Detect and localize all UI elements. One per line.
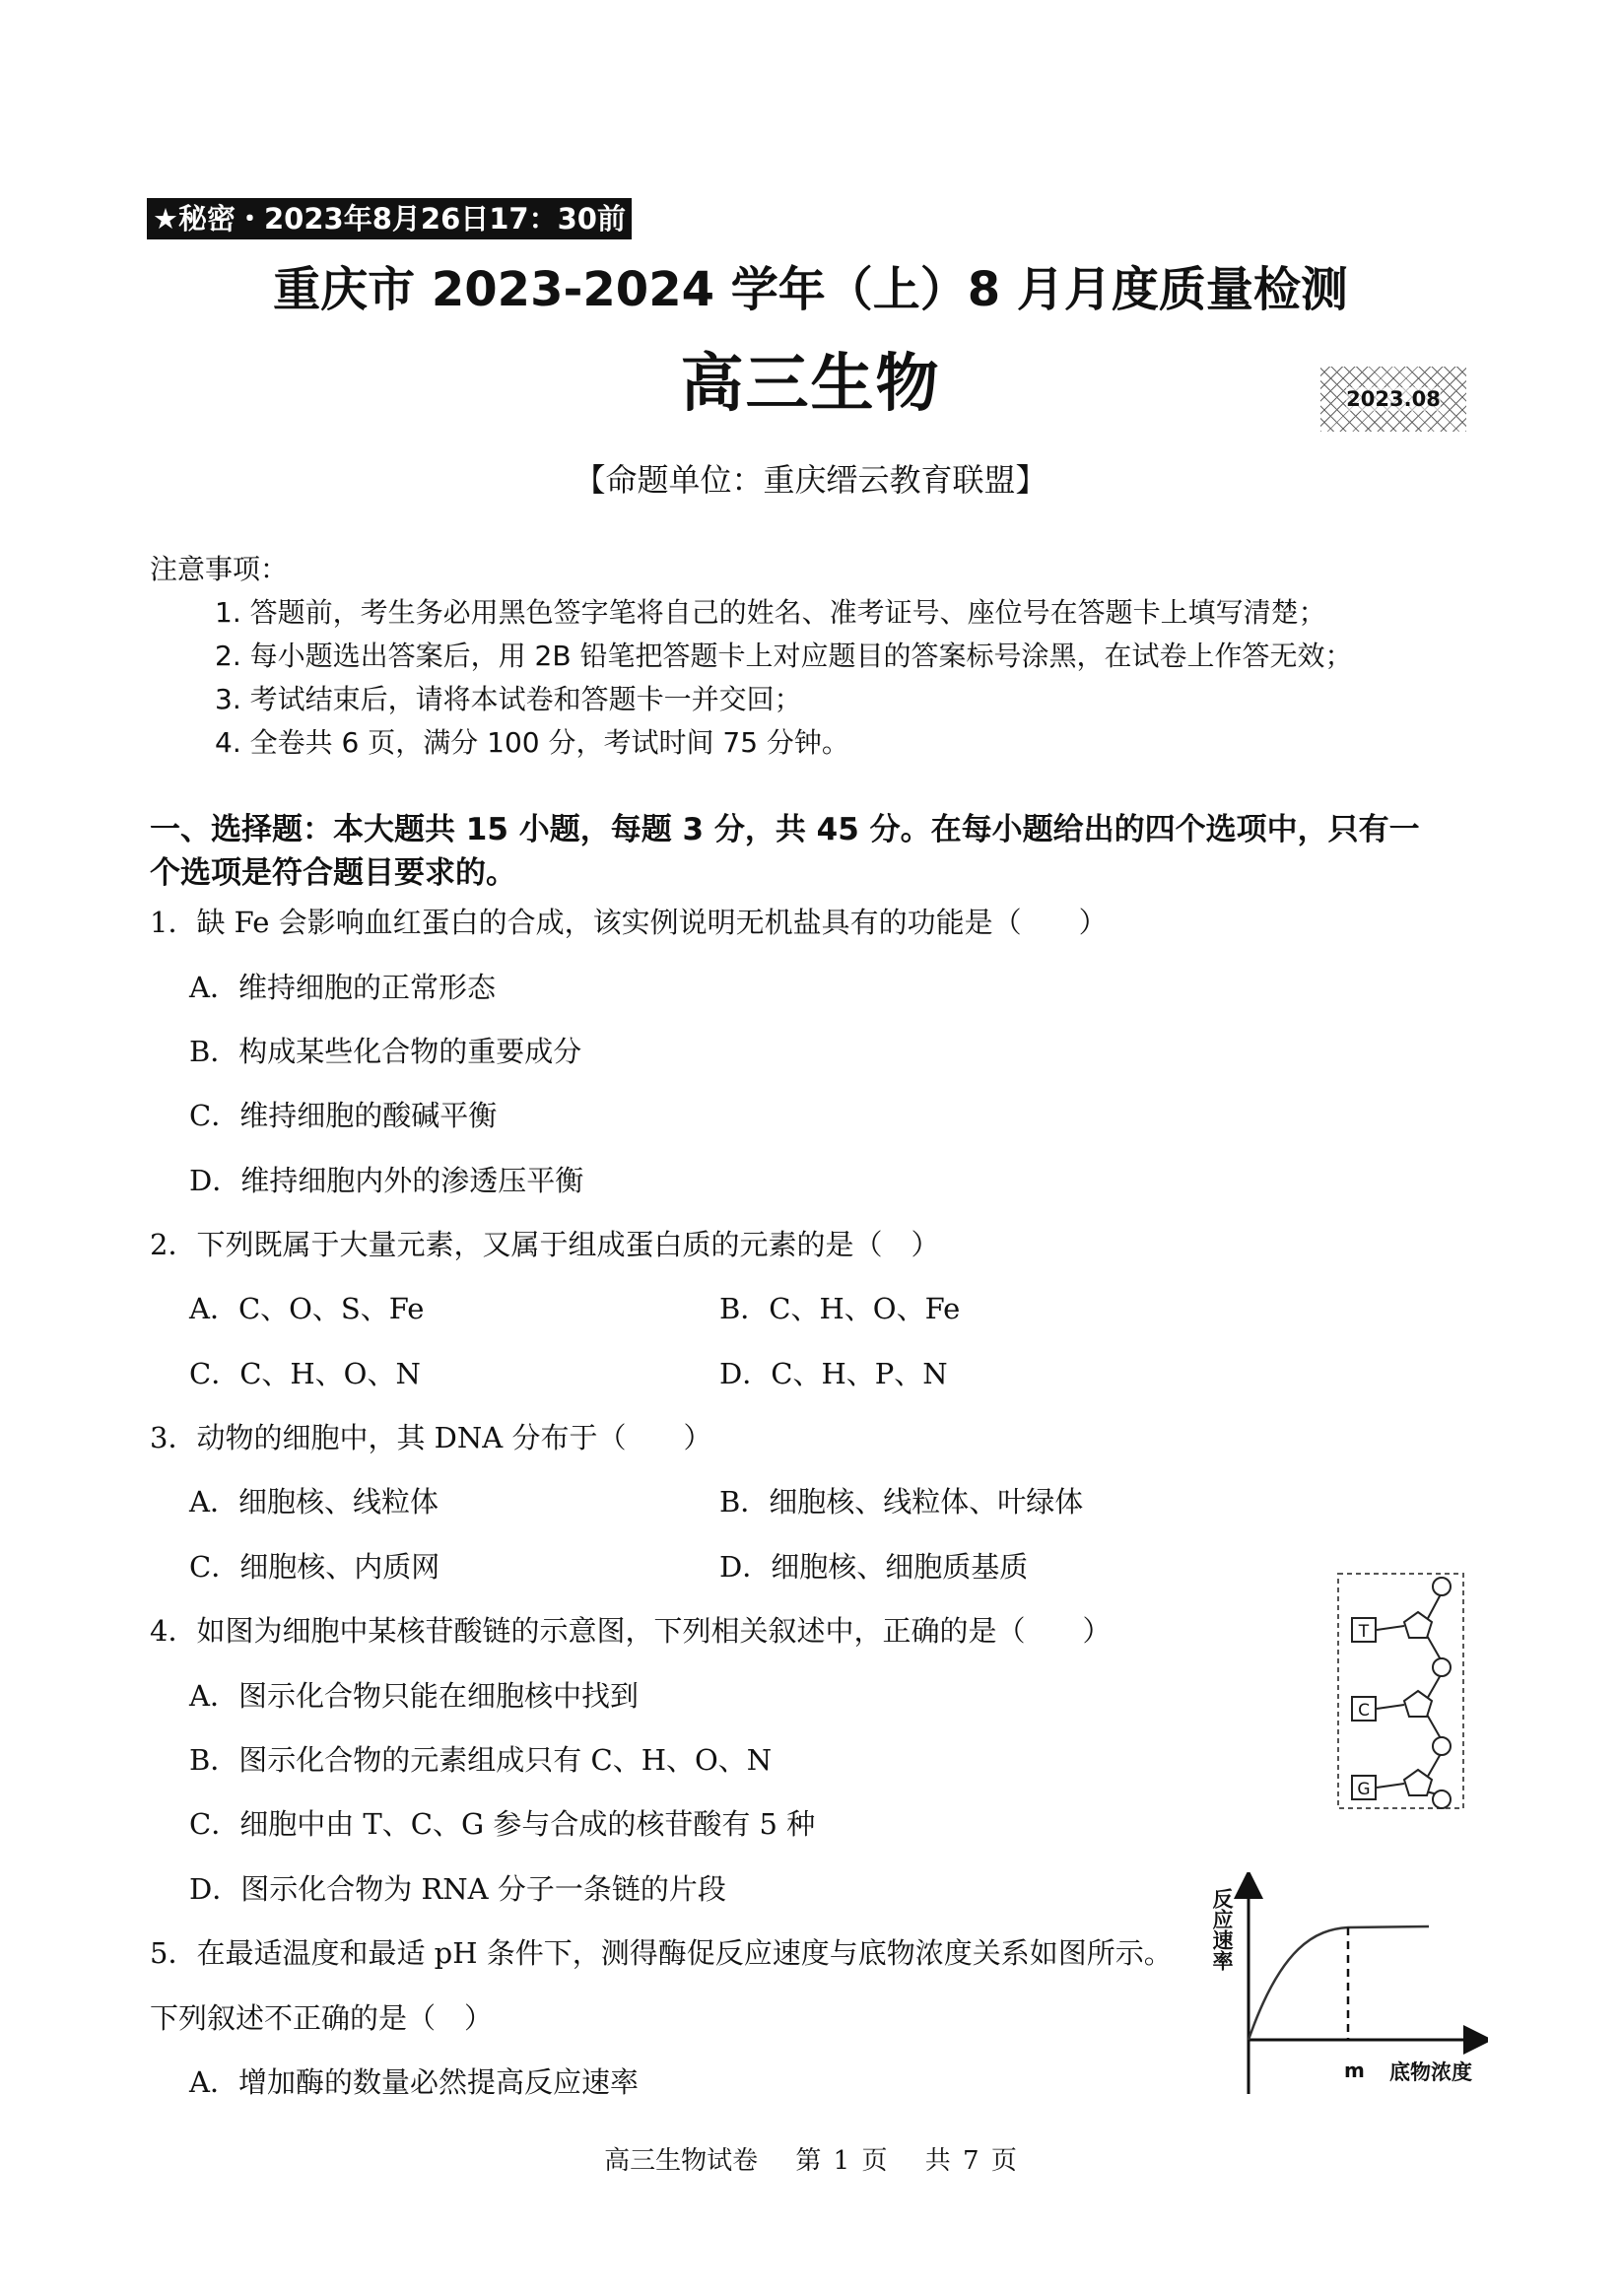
q3-option-a: A．细胞核、线粒体 xyxy=(189,1485,439,1519)
question-5-stem: 5．在最适温度和最适 pH 条件下，测得酶促反应速度与底物浓度关系如图所示。 xyxy=(150,1936,1173,1970)
nucleotide-chain-figure xyxy=(1335,1571,1468,1813)
x-axis-label: 底物浓度 xyxy=(1389,2060,1472,2084)
q1-option-d: D．维持细胞内外的渗透压平衡 xyxy=(189,1164,584,1197)
q4-option-c: C．细胞中由 T、C、G 参与合成的核苷酸有 5 种 xyxy=(189,1807,816,1841)
q2-option-b: B．C、H、O、Fe xyxy=(719,1292,961,1325)
notice-item: 1. 答题前，考生务必用黑色签字笔将自己的姓名、准考证号、座位号在答题卡上填写清楚； xyxy=(215,596,1326,629)
enzyme-rate-graph xyxy=(1192,1872,1488,2099)
q4-option-b: B．图示化合物的元素组成只有 C、H、O、N xyxy=(189,1743,773,1777)
notice-item: 4. 全卷共 6 页，满分 100 分，考试时间 75 分钟。 xyxy=(215,726,849,759)
date-stamp-text: 2023.08 xyxy=(1346,387,1441,411)
q2-option-a: A．C、O、S、Fe xyxy=(189,1292,425,1325)
section-heading-cont: 个选项是符合题目要求的。 xyxy=(150,855,516,891)
section-heading: 一、选择题：本大题共 15 小题，每题 3 分，共 45 分。在每小题给出的四个选项中，只有一 xyxy=(150,812,1420,847)
base-label-g: G xyxy=(1357,1780,1371,1799)
exam-title: 重庆市 2023-2024 学年（上）8 月月度质量检测 xyxy=(273,262,1348,317)
date-stamp xyxy=(1320,367,1466,432)
question-2-stem: 2．下列既属于大量元素，又属于组成蛋白质的元素的是（ ） xyxy=(150,1228,940,1261)
question-4-stem: 4．如图为细胞中某核苷酸链的示意图，下列相关叙述中，正确的是（ ） xyxy=(150,1614,1112,1648)
question-5-stem-cont: 下列叙述不正确的是（ ） xyxy=(150,2001,494,2035)
question-1-stem: 1．缺 Fe 会影响血红蛋白的合成，该实例说明无机盐具有的功能是（ ） xyxy=(150,906,1108,939)
question-3-stem: 3．动物的细胞中，其 DNA 分布于（ ） xyxy=(150,1421,712,1454)
base-label-c: C xyxy=(1358,1701,1370,1721)
q2-option-c: C．C、H、O、N xyxy=(189,1357,421,1390)
confidential-label: ★秘密・2023年8月26日17：30前 xyxy=(147,198,632,239)
q1-option-b: B．构成某些化合物的重要成分 xyxy=(189,1035,582,1068)
notice-heading: 注意事项： xyxy=(150,553,289,585)
compiler-unit: 【命题单位：重庆缙云教育联盟】 xyxy=(574,461,1047,499)
q5-option-a: A．增加酶的数量必然提高反应速率 xyxy=(189,2065,639,2099)
y-axis-label: 反应速率 xyxy=(1210,1888,1234,1971)
page-footer: 高三生物试卷 第 1 页 共 7 页 xyxy=(604,2146,1017,2176)
x-mark-label: m xyxy=(1344,2059,1365,2082)
q3-option-c: C．细胞核、内质网 xyxy=(189,1550,440,1584)
q1-option-c: C．维持细胞的酸碱平衡 xyxy=(189,1099,498,1132)
q1-option-a: A．维持细胞的正常形态 xyxy=(189,971,496,1004)
q4-option-d: D．图示化合物为 RNA 分子一条链的片段 xyxy=(189,1872,726,1906)
notice-item: 2. 每小题选出答案后，用 2B 铅笔把答题卡上对应题目的答案标号涂黑，在试卷上作答无效； xyxy=(215,640,1353,672)
base-label-t: T xyxy=(1358,1622,1370,1642)
q3-option-d: D．细胞核、细胞质基质 xyxy=(719,1550,1029,1584)
notice-item: 3. 考试结束后，请将本试卷和答题卡一并交回； xyxy=(215,683,802,715)
q3-option-b: B．细胞核、线粒体、叶绿体 xyxy=(719,1485,1084,1519)
subject-title: 高三生物 xyxy=(680,348,941,421)
q2-option-d: D．C、H、P、N xyxy=(719,1357,948,1390)
q4-option-a: A．图示化合物只能在细胞核中找到 xyxy=(189,1679,639,1713)
